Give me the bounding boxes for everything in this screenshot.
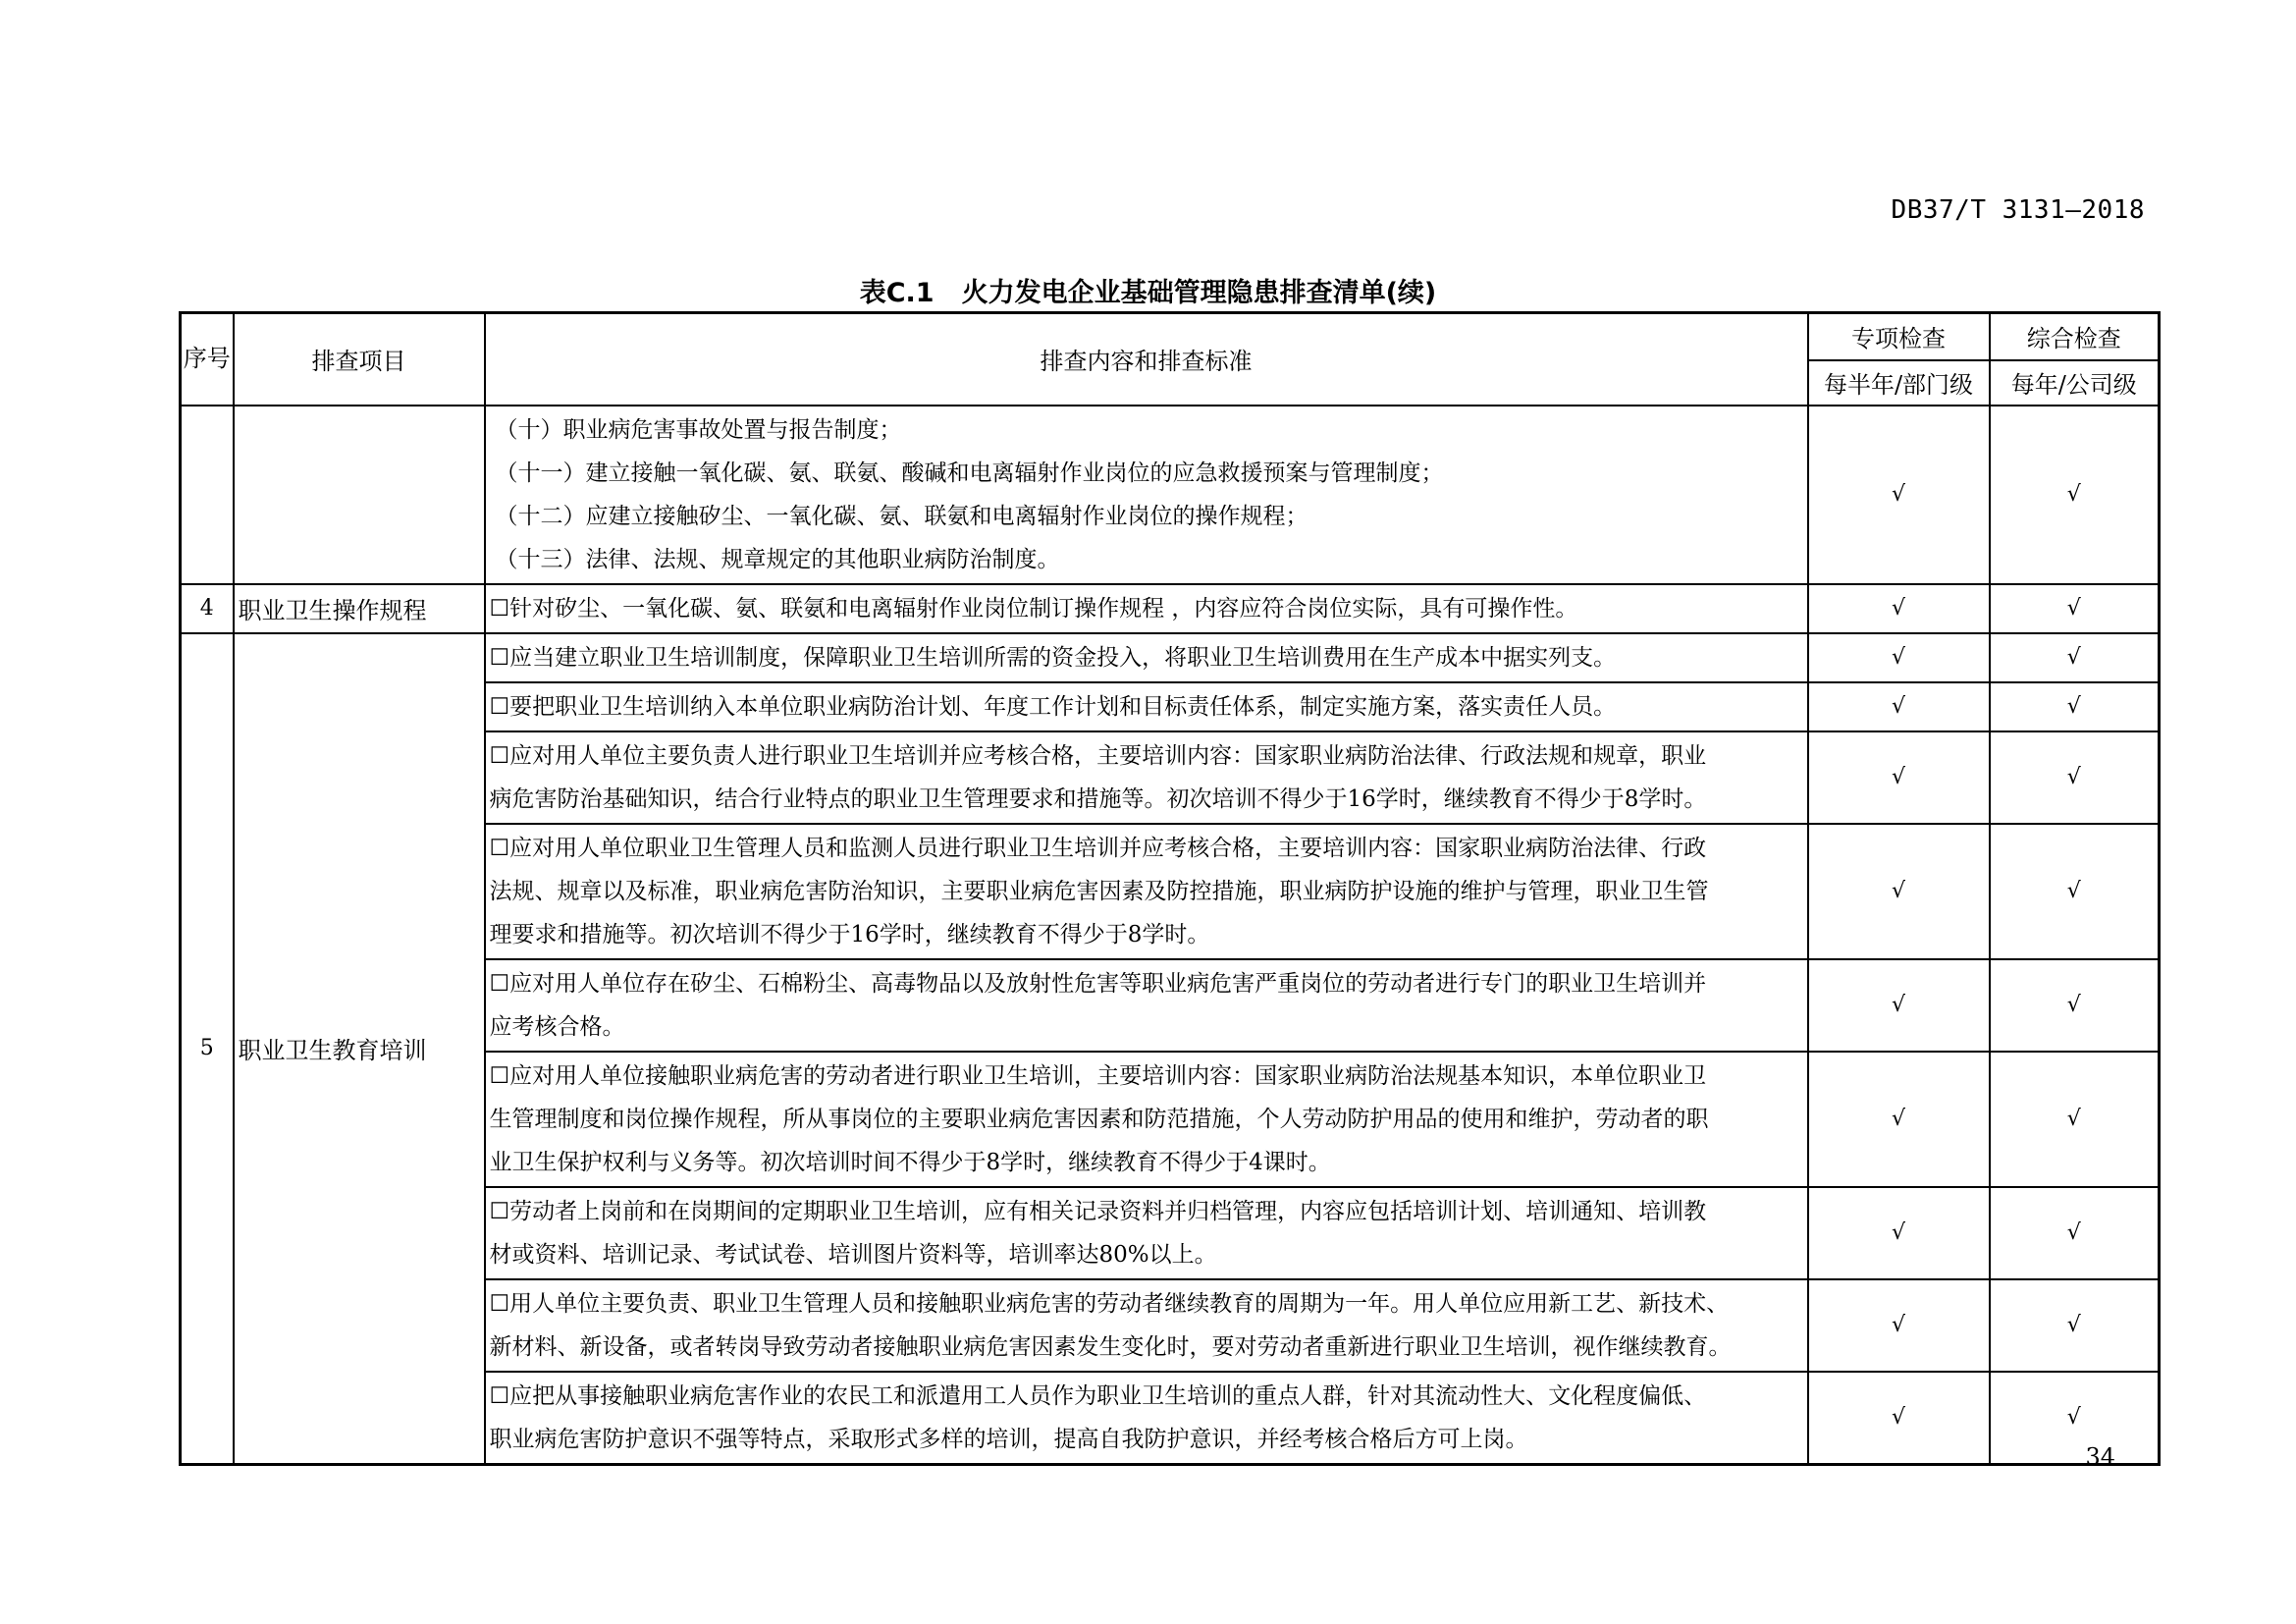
- content-line: （十一）建立接触一氧化碳、氨、联氨、酸碱和电离辐射作业岗位的应急救援预案与管理制度；: [495, 460, 1444, 486]
- table-row: [181, 584, 2160, 633]
- special-check-mark: √: [1808, 1187, 1990, 1279]
- content-line: （十）职业病危害事故处置与报告制度；: [495, 416, 902, 443]
- content-line: ☐要把职业卫生培训纳入本单位职业病防治计划、年度工作计划和目标责任体系，制定实施方案，落实责任人员。: [489, 693, 1617, 720]
- header-content: 排查内容和排查标准: [485, 313, 1808, 406]
- header-special-frequency: 每半年/部门级: [1808, 360, 1990, 406]
- special-check-mark: √: [1808, 959, 1990, 1052]
- content-cell: [485, 1279, 1808, 1372]
- content-line: ☐应当建立职业卫生培训制度，保障职业卫生培训所需的资金投入，将职业卫生培训费用在生产成本中据实列支。: [489, 644, 1617, 671]
- content-line: ☐劳动者上岗前和在岗期间的定期职业卫生培训，应有相关记录资料并归档管理，内容应包括培训计划、培训通知、培训教: [489, 1198, 1707, 1224]
- general-check-mark: √: [1990, 682, 2160, 731]
- content-line: 应考核合格。: [489, 1013, 625, 1040]
- content-line: ☐应把从事接触职业病危害作业的农民工和派遣用工人员作为职业卫生培训的重点人群，针对其流动性大、文化程度偏低、: [489, 1382, 1707, 1409]
- item-cell: [234, 406, 485, 584]
- table-row: [181, 633, 2160, 682]
- content-line: 理要求和措施等。初次培训不得少于16学时，继续教育不得少于8学时。: [489, 921, 1210, 947]
- item-cell: 职业卫生操作规程: [234, 584, 485, 633]
- content-cell: ☐针对矽尘、一氧化碳、氨、联氨和电离辐射作业岗位制订操作规程 ，内容应符合岗位实际，具有可操作性。: [485, 584, 1808, 633]
- table-title-text: 火力发电企业基础管理隐患排查清单(续): [961, 278, 1437, 308]
- header-row: [181, 313, 2160, 360]
- hazard-checklist-table: [179, 311, 2161, 1466]
- general-check-mark: √: [1990, 959, 2160, 1052]
- content-line: （十三）法律、法规、规章规定的其他职业病防治制度。: [495, 546, 1060, 572]
- page-number: 34: [2085, 1443, 2115, 1471]
- content-line: ☐用人单位主要负责、职业卫生管理人员和接触职业病危害的劳动者继续教育的周期为一年。用人单位应用新工艺、新技术、: [489, 1290, 1730, 1317]
- content-cell: [485, 633, 1808, 682]
- content-cell: [485, 1372, 1808, 1465]
- special-check-mark: √: [1808, 406, 1990, 584]
- special-check-mark: √: [1808, 584, 1990, 633]
- content-line: 职业病危害防护意识不强等特点，采取形式多样的培训，提高自我防护意识，并经考核合格后方可上岗。: [489, 1426, 1528, 1452]
- table-label: 表C.1: [859, 278, 934, 308]
- special-check-mark: √: [1808, 1372, 1990, 1465]
- special-check-mark: √: [1808, 633, 1990, 682]
- special-check-mark: √: [1808, 682, 1990, 731]
- content-line: ☐应对用人单位存在矽尘、石棉粉尘、高毒物品以及放射性危害等职业病危害严重岗位的劳动者进行专门的职业卫生培训并: [489, 970, 1707, 997]
- content-cell: [485, 824, 1808, 959]
- special-check-mark: √: [1808, 1279, 1990, 1372]
- table-row: [181, 406, 2160, 584]
- content-cell: [485, 682, 1808, 731]
- content-cell: [485, 731, 1808, 824]
- content-line: 业卫生保护权利与义务等。初次培训时间不得少于8学时，继续教育不得少于4课时。: [489, 1149, 1331, 1175]
- header-general-frequency: 每年/公司级: [1990, 360, 2160, 406]
- no-cell: 5: [181, 633, 234, 1465]
- content-cell: [485, 1187, 1808, 1279]
- no-cell: [181, 406, 234, 584]
- no-cell: 4: [181, 584, 234, 633]
- general-check-mark: √: [1990, 824, 2160, 959]
- general-check-mark: √: [1990, 1187, 2160, 1279]
- table-title: [0, 271, 2296, 309]
- general-check-mark: √: [1990, 584, 2160, 633]
- special-check-mark: √: [1808, 731, 1990, 824]
- general-check-mark: √: [1990, 406, 2160, 584]
- content-line: 法规、规章以及标准，职业病危害防治知识，主要职业病危害因素及防控措施，职业病防护设施的维护与管理，职业卫生管: [489, 878, 1709, 904]
- content-line: 新材料、新设备，或者转岗导致劳动者接触职业病危害因素发生变化时，要对劳动者重新进行职业卫生培训，视作继续教育。: [489, 1333, 1732, 1360]
- header-no: 序号: [181, 313, 234, 406]
- general-check-mark: √: [1990, 633, 2160, 682]
- content-cell: [485, 406, 1808, 584]
- standard-code: DB37/T 3131—2018: [1891, 195, 2145, 225]
- item-cell: 职业卫生教育培训: [234, 633, 485, 1465]
- content-line: 材或资料、培训记录、考试试卷、培训图片资料等，培训率达80%以上。: [489, 1241, 1217, 1268]
- special-check-mark: √: [1808, 824, 1990, 959]
- content-line: 病危害防治基础知识，结合行业特点的职业卫生管理要求和措施等。初次培训不得少于16学时，继续教育不得少于8学时。: [489, 785, 1707, 812]
- header-special-check: 专项检查: [1808, 313, 1990, 360]
- special-check-mark: √: [1808, 1052, 1990, 1187]
- general-check-mark: √: [1990, 1372, 2160, 1465]
- content-cell: [485, 959, 1808, 1052]
- content-line: ☐应对用人单位接触职业病危害的劳动者进行职业卫生培训，主要培训内容：国家职业病防治法规基本知识，本单位职业卫: [489, 1062, 1707, 1089]
- content-line: ☐应对用人单位主要负责人进行职业卫生培训并应考核合格，主要培训内容：国家职业病防治法律、行政法规和规章，职业: [489, 742, 1707, 769]
- content-cell: [485, 1052, 1808, 1187]
- general-check-mark: √: [1990, 1279, 2160, 1372]
- general-check-mark: √: [1990, 1052, 2160, 1187]
- content-line: ☐应对用人单位职业卫生管理人员和监测人员进行职业卫生培训并应考核合格，主要培训内容：国家职业病防治法律、行政: [489, 835, 1707, 861]
- general-check-mark: √: [1990, 731, 2160, 824]
- content-line: 生管理制度和岗位操作规程，所从事岗位的主要职业病危害因素和防范措施，个人劳动防护用品的使用和维护，劳动者的职: [489, 1106, 1709, 1132]
- content-line: （十二）应建立接触矽尘、一氧化碳、氨、联氨和电离辐射作业岗位的操作规程；: [495, 503, 1308, 529]
- header-item: 排查项目: [234, 313, 485, 406]
- header-general-check: 综合检查: [1990, 313, 2160, 360]
